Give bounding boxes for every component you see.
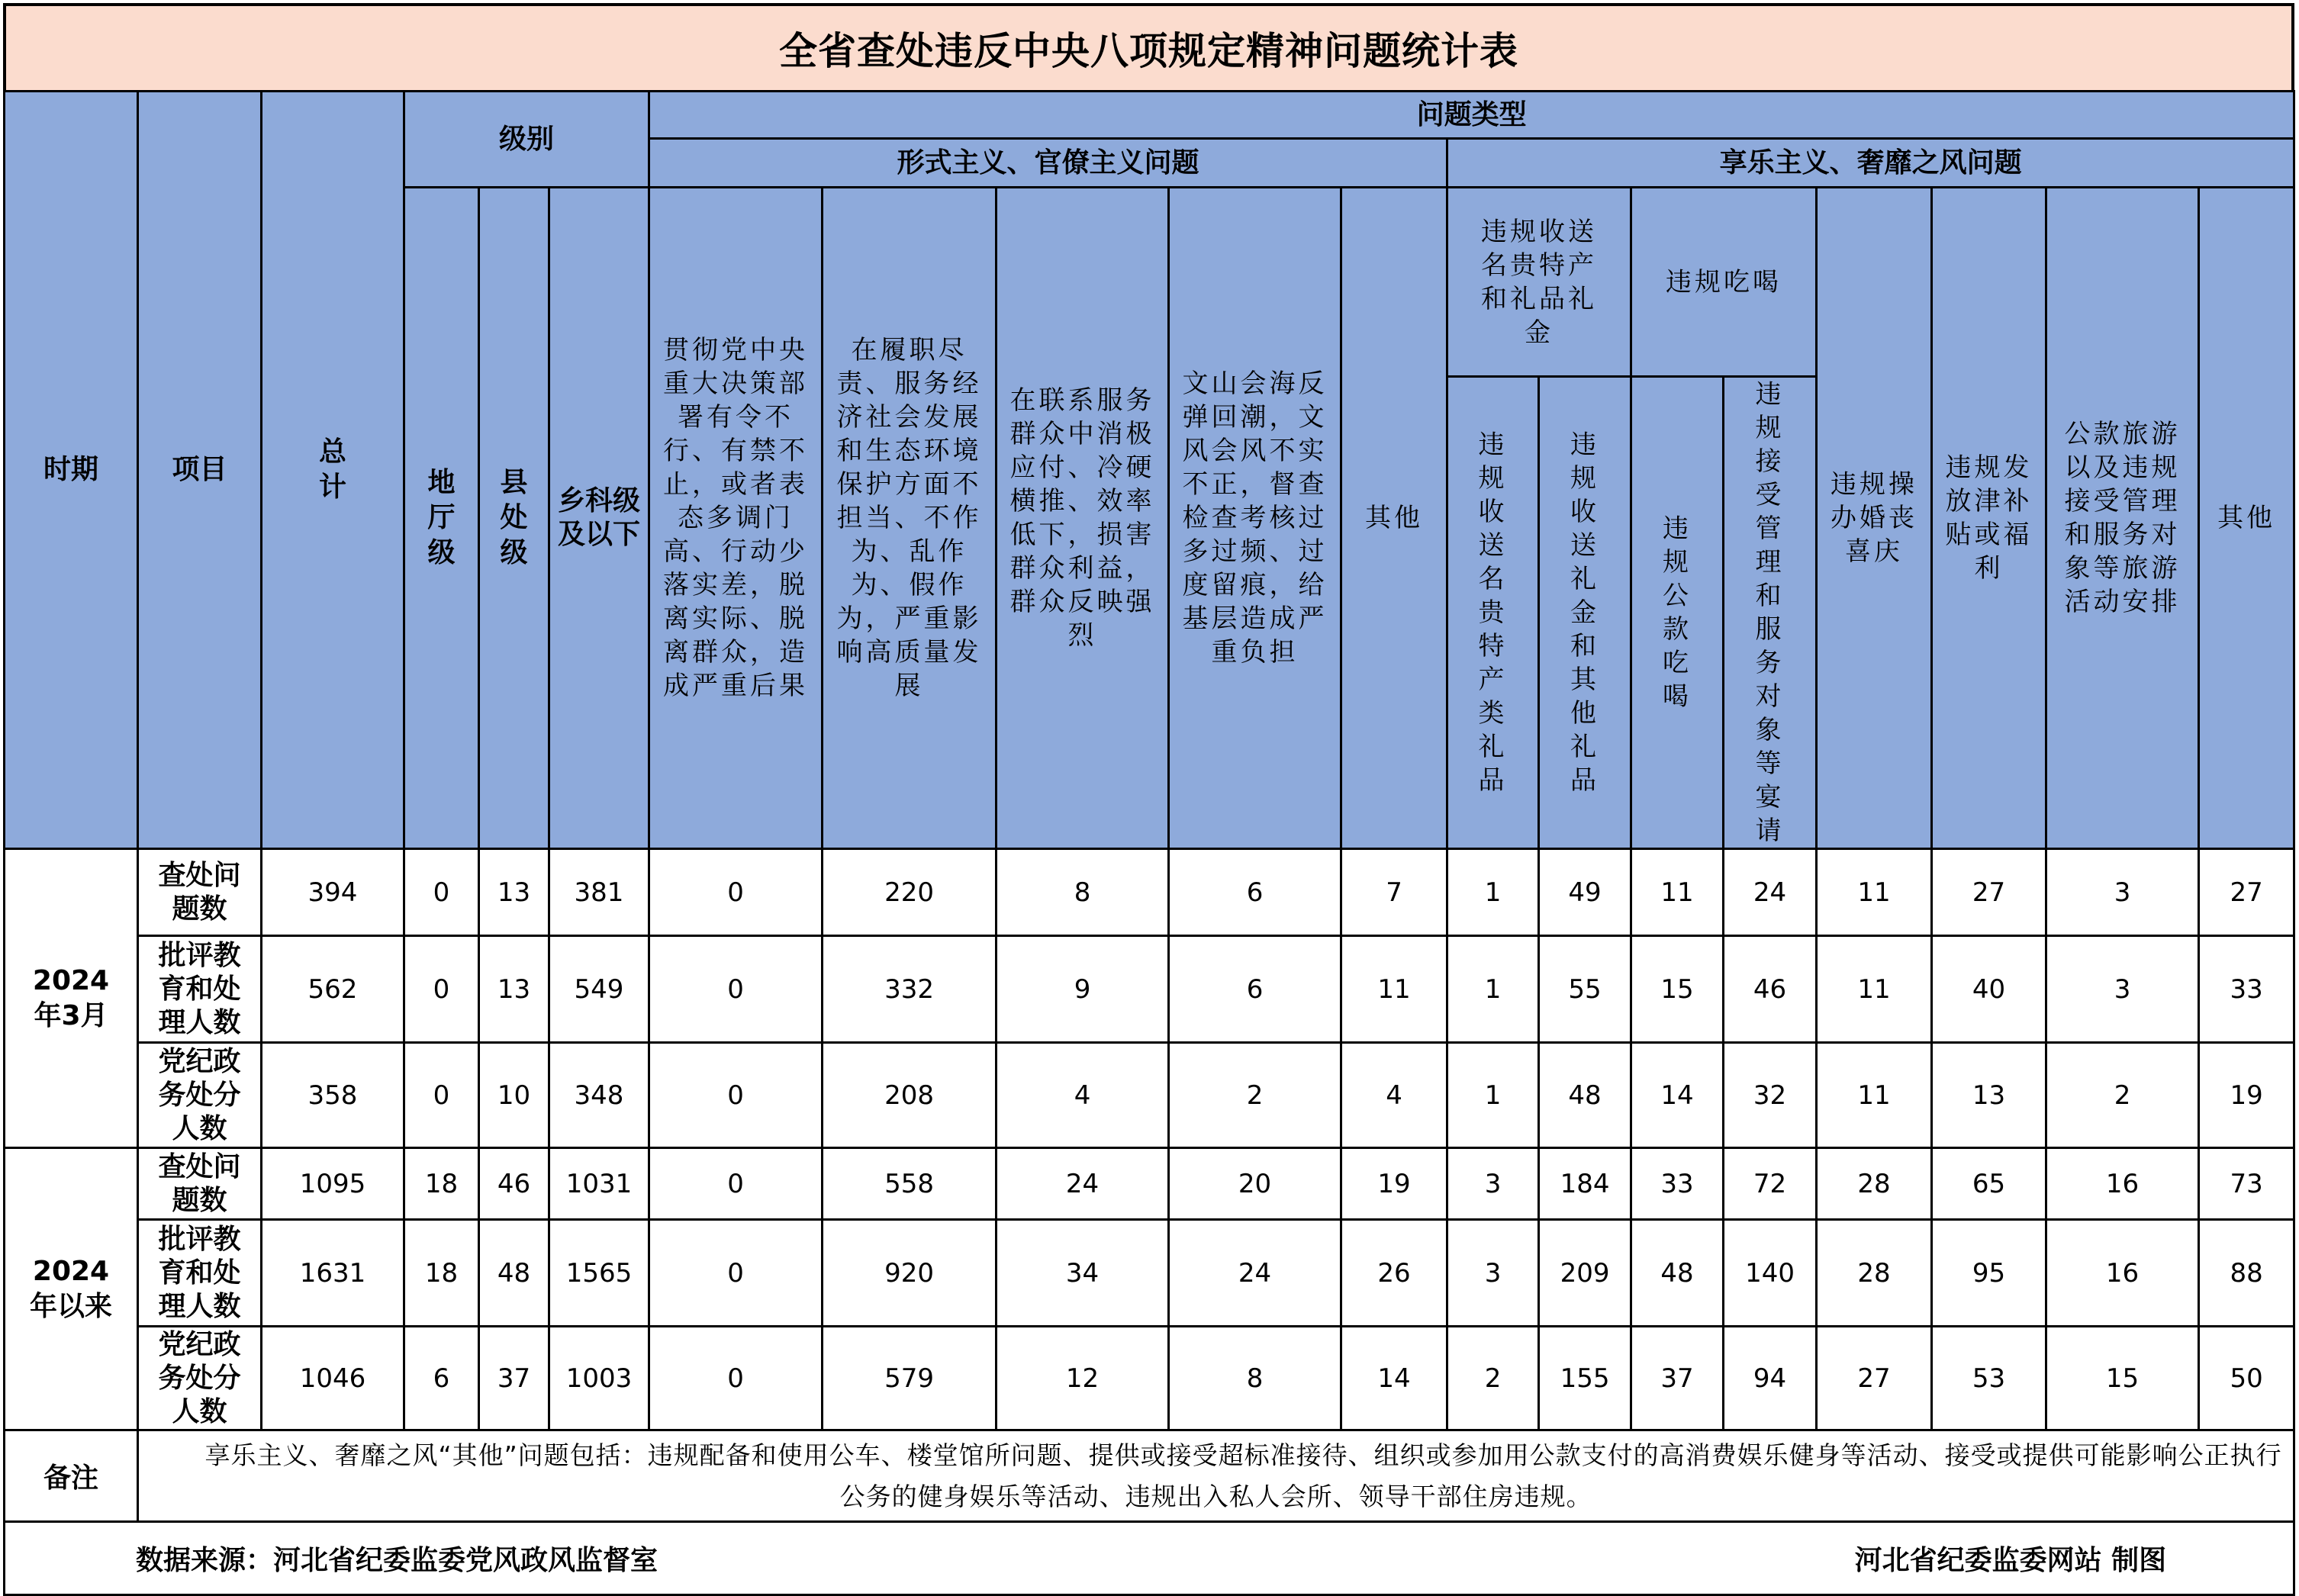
row-label: 查处问题数 [138, 1148, 262, 1220]
travel-header: 公款旅游以及违规接受管理和服务对象等旅游活动安排 [2046, 188, 2199, 849]
table-title: 全省查处违反中央八项规定精神问题统计表 [3, 3, 2294, 93]
table-cell: 11 [1817, 849, 1932, 936]
table-cell: 11 [1631, 849, 1724, 936]
table-cell: 18 [404, 1148, 479, 1220]
table-cell: 14 [1341, 1327, 1447, 1430]
gift-specialty-header: 违规收送名贵特产类礼品 [1447, 377, 1539, 849]
note-text: 享乐主义、奢靡之风“其他”问题包括：违规配备和使用公车、楼堂馆所问题、提供或接受超标准接待、组织或参加用公款支付的高消费娱乐健身等活动、接受或提供可能影响公正执行公务的健身娱乐等活动、违规出入私人会所、领导干部住房违规。 [138, 1430, 2294, 1522]
table-cell: 16 [2046, 1220, 2199, 1327]
table-cell: 55 [1539, 936, 1631, 1043]
table-cell: 27 [1932, 849, 2046, 936]
table-cell: 18 [404, 1220, 479, 1327]
table-cell: 27 [1817, 1327, 1932, 1430]
period-2024-ytd: 2024年以来 [5, 1148, 138, 1430]
table-cell: 50 [2199, 1327, 2294, 1430]
table-cell: 7 [1341, 849, 1447, 936]
table-cell: 358 [262, 1043, 404, 1148]
table-cell: 73 [2199, 1148, 2294, 1220]
table-cell: 0 [404, 849, 479, 936]
table-cell: 0 [649, 1327, 823, 1430]
table-cell: 19 [2199, 1043, 2294, 1148]
table-cell: 220 [823, 849, 997, 936]
table-cell: 8 [997, 849, 1169, 936]
table-cell: 562 [262, 936, 404, 1043]
table-cell: 558 [823, 1148, 997, 1220]
level-township-header: 乡科级及以下 [549, 188, 649, 849]
table-cell: 95 [1932, 1220, 2046, 1327]
table-cell: 1 [1447, 849, 1539, 936]
table-cell: 20 [1169, 1148, 1341, 1220]
table-cell: 28 [1817, 1220, 1932, 1327]
table-cell: 46 [1724, 936, 1817, 1043]
table-cell: 13 [479, 936, 549, 1043]
formalism-col-4-header: 文山会海反弹回潮，文风会风不实不正，督查检查考核过多过频、过度留痕，给基层造成严重负担 [1169, 188, 1341, 849]
table-cell: 11 [1817, 936, 1932, 1043]
table-cell: 24 [997, 1148, 1169, 1220]
formalism-group-header: 形式主义、官僚主义问题 [649, 139, 1447, 188]
table-cell: 332 [823, 936, 997, 1043]
table-cell: 49 [1539, 849, 1631, 936]
table-cell: 6 [1169, 936, 1341, 1043]
table-cell: 1631 [262, 1220, 404, 1327]
table-cell: 4 [997, 1043, 1169, 1148]
table-cell: 11 [1817, 1043, 1932, 1148]
row-label: 批评教育和处理人数 [138, 1220, 262, 1327]
table-cell: 348 [549, 1043, 649, 1148]
table-cell: 3 [1447, 1220, 1539, 1327]
table-cell: 1003 [549, 1327, 649, 1430]
table-cell: 3 [1447, 1148, 1539, 1220]
subsidy-header: 违规发放津补贴或福利 [1932, 188, 2046, 849]
table-cell: 0 [404, 1043, 479, 1148]
wedding-funeral-header: 违规操办婚丧喜庆 [1817, 188, 1932, 849]
table-cell: 27 [2199, 849, 2294, 936]
row-label: 批评教育和处理人数 [138, 936, 262, 1043]
table-cell: 0 [649, 1220, 823, 1327]
table-cell: 15 [2046, 1327, 2199, 1430]
table-cell: 208 [823, 1043, 997, 1148]
table-cell: 209 [1539, 1220, 1631, 1327]
table-cell: 549 [549, 936, 649, 1043]
table-cell: 10 [479, 1043, 549, 1148]
row-label: 查处问题数 [138, 849, 262, 936]
table-cell: 37 [1631, 1327, 1724, 1430]
table-cell: 1031 [549, 1148, 649, 1220]
table-cell: 13 [1932, 1043, 2046, 1148]
table-cell: 184 [1539, 1148, 1631, 1220]
table-cell: 72 [1724, 1148, 1817, 1220]
table-cell: 1046 [262, 1327, 404, 1430]
formalism-col-3-header: 在联系服务群众中消极应付、冷硬横推、效率低下，损害群众利益，群众反映强烈 [997, 188, 1169, 849]
table-cell: 15 [1631, 936, 1724, 1043]
banquet-header: 违规接受管理和服务对象等宴请 [1724, 377, 1817, 849]
row-label: 党纪政务处分人数 [138, 1327, 262, 1430]
table-cell: 16 [2046, 1148, 2199, 1220]
table-cell: 579 [823, 1327, 997, 1430]
table-cell: 394 [262, 849, 404, 936]
table-cell: 24 [1169, 1220, 1341, 1327]
period-header: 时期 [5, 92, 138, 849]
formalism-other-header: 其他 [1341, 188, 1447, 849]
data-source: 数据来源：河北省纪委监委党风政风监督室 [136, 1545, 658, 1576]
table-cell: 0 [649, 1043, 823, 1148]
table-cell: 140 [1724, 1220, 1817, 1327]
total-header: 总计 [262, 92, 404, 849]
table-cell: 12 [997, 1327, 1169, 1430]
gift-group-header: 违规收送名贵特产和礼品礼金 [1447, 188, 1631, 377]
table-cell: 48 [479, 1220, 549, 1327]
statistics-table [3, 90, 2295, 1596]
table-cell: 53 [1932, 1327, 2046, 1430]
table-cell: 88 [2199, 1220, 2294, 1327]
table-cell: 33 [2199, 936, 2294, 1043]
formalism-col-1-header: 贯彻党中央重大决策部署有令不行、有禁不止，或者表态多调门高、行动少落实差，脱离实际、脱离群众，造成严重后果 [649, 188, 823, 849]
level-county-header: 县处级 [479, 188, 549, 849]
level-prefecture-header: 地厅级 [404, 188, 479, 849]
table-cell: 381 [549, 849, 649, 936]
table-cell: 65 [1932, 1148, 2046, 1220]
table-cell: 11 [1341, 936, 1447, 1043]
table-cell: 28 [1817, 1148, 1932, 1220]
problem-type-header: 问题类型 [649, 92, 2294, 139]
chart-credit: 河北省纪委监委网站 制图 [1854, 1545, 2167, 1576]
table-cell: 33 [1631, 1148, 1724, 1220]
table-cell: 19 [1341, 1148, 1447, 1220]
table-cell: 94 [1724, 1327, 1817, 1430]
table-cell: 24 [1724, 849, 1817, 936]
table-cell: 0 [404, 936, 479, 1043]
hedonism-other-header: 其他 [2199, 188, 2294, 849]
table-cell: 48 [1631, 1220, 1724, 1327]
level-group-header: 级别 [404, 92, 649, 188]
note-label: 备注 [5, 1430, 138, 1522]
table-cell: 34 [997, 1220, 1169, 1327]
table-cell: 4 [1341, 1043, 1447, 1148]
table-cell: 0 [649, 1148, 823, 1220]
table-cell: 3 [2046, 849, 2199, 936]
table-cell: 0 [649, 849, 823, 936]
table-cell: 2 [1447, 1327, 1539, 1430]
table-cell: 0 [649, 936, 823, 1043]
table-cell: 6 [1169, 849, 1341, 936]
table-cell: 46 [479, 1148, 549, 1220]
table-cell: 920 [823, 1220, 997, 1327]
table-cell: 32 [1724, 1043, 1817, 1148]
table-cell: 6 [404, 1327, 479, 1430]
gift-money-header: 违规收送礼金和其他礼品 [1539, 377, 1631, 849]
hedonism-group-header: 享乐主义、奢靡之风问题 [1447, 139, 2294, 188]
table-cell: 2 [2046, 1043, 2199, 1148]
table-cell: 1565 [549, 1220, 649, 1327]
row-label: 党纪政务处分人数 [138, 1043, 262, 1148]
period-march-2024: 2024年3月 [5, 849, 138, 1148]
dining-group-header: 违规吃喝 [1631, 188, 1817, 377]
table-cell: 13 [479, 849, 549, 936]
table-cell: 9 [997, 936, 1169, 1043]
table-cell: 1095 [262, 1148, 404, 1220]
formalism-col-2-header: 在履职尽责、服务经济社会发展和生态环境保护方面不担当、不作为、乱作为、假作为，严重影响高质量发展 [823, 188, 997, 849]
table-cell: 1 [1447, 936, 1539, 1043]
item-header: 项目 [138, 92, 262, 849]
public-dining-header: 违规公款吃喝 [1631, 377, 1724, 849]
table-cell: 3 [2046, 936, 2199, 1043]
table-cell: 8 [1169, 1327, 1341, 1430]
table-cell: 48 [1539, 1043, 1631, 1148]
table-cell: 1 [1447, 1043, 1539, 1148]
table-cell: 37 [479, 1327, 549, 1430]
table-cell: 155 [1539, 1327, 1631, 1430]
table-cell: 2 [1169, 1043, 1341, 1148]
table-cell: 40 [1932, 936, 2046, 1043]
table-cell: 26 [1341, 1220, 1447, 1327]
table-cell: 14 [1631, 1043, 1724, 1148]
footer [5, 1522, 2294, 1595]
